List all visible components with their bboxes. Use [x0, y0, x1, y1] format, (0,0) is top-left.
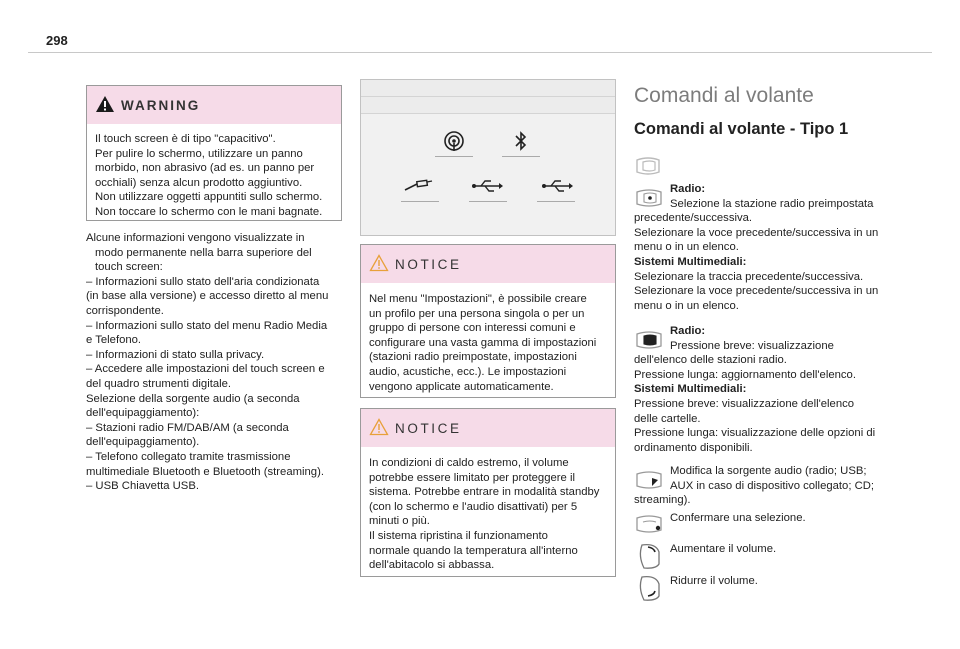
notice-title: NOTICE [395, 421, 462, 436]
notice-line: Il sistema ripristina il funzionamento [369, 529, 548, 542]
body-line: touch screen: [95, 261, 163, 274]
body-line: dell'equipaggiamento): [86, 407, 200, 420]
body-line: Selezione della sorgente audio (a seconda [86, 392, 300, 405]
notice-line: gruppo di persone con interessi comuni e [369, 322, 576, 335]
left-body-text [86, 231, 348, 494]
desc-line: Pressione lunga: visualizzazione delle opzioni di [634, 427, 876, 440]
body-line: – Informazioni sullo stato del menu Radio Media [86, 319, 328, 332]
desc-line: precedente/successiva. [634, 212, 753, 225]
control-desc-seek [634, 182, 896, 313]
body-line: modo permanente nella barra superiore del [95, 246, 312, 259]
control-desc-source [634, 464, 896, 508]
section-subtitle: Comandi al volante - Tipo 1 [634, 120, 849, 138]
broadcast-icon [443, 130, 465, 152]
desc-line: streaming). [634, 494, 691, 507]
page-number: 298 [46, 33, 68, 48]
warning-box [86, 85, 342, 221]
body-line: – Informazioni di stato sulla privacy. [86, 348, 265, 361]
body-line: Alcune informazioni vengono visualizzate in [86, 232, 305, 244]
desc-line: menu o in un elenco. [634, 241, 739, 254]
body-line: – Telefono collegato tramite trasmissione [86, 450, 291, 463]
notice-line: audio, acustiche, ecc.). Le impostazioni [369, 365, 567, 378]
icon-underline [401, 201, 439, 202]
notice-line: vengono applicate automaticamente. [369, 380, 554, 393]
control-desc-confirm [634, 511, 896, 526]
body-line: (in base alla versione) e accesso diretto al menu [86, 290, 329, 303]
notice-line: Nel menu "Impostazioni", è possibile creare [369, 293, 587, 305]
desc-line: ordinamento disponibili. [634, 441, 753, 454]
control-desc-volume-up [634, 542, 896, 557]
notice-box [360, 408, 616, 577]
notice-line: minuti o più. [369, 515, 430, 528]
notice-text [361, 447, 615, 579]
usb-icon [541, 178, 573, 194]
warning-line: Non toccare lo schermo con le mani bagnate. [95, 205, 323, 218]
section-title: Comandi al volante [634, 84, 814, 107]
body-line: – Informazioni sullo stato dell'aria condizionata [86, 275, 320, 288]
label-multimedia: Sistemi Multimediali: [634, 255, 747, 268]
body-line: del quadro strumenti digitale. [86, 377, 232, 390]
aux-cable-icon [403, 178, 433, 194]
body-line: – Accedere alle impostazioni del touch screen e [86, 363, 325, 376]
icon-underline [502, 156, 540, 157]
desc-line: Pressione breve: visualizzazione [670, 339, 834, 352]
warning-outline-icon [369, 254, 389, 272]
notice-line: sistema. Potrebbe entrare in modalità standby [369, 486, 600, 499]
desc-line: Selezionare la traccia precedente/successiva. [634, 270, 864, 283]
touchscreen-illustration [360, 79, 616, 236]
label-multimedia: Sistemi Multimediali: [634, 383, 747, 396]
screen-second-bar [361, 97, 615, 114]
body-line: multimediale Bluetooth e Bluetooth (streaming). [86, 465, 324, 478]
control-desc-volume-down [634, 574, 896, 589]
desc-line: Aumentare il volume. [670, 543, 777, 555]
warning-line: Per pulire lo schermo, utilizzare un panno [95, 147, 303, 160]
desc-line: Ridurre il volume. [670, 575, 758, 587]
warning-line: occhiali) senza alcun prodotto aggiuntivo. [95, 176, 303, 189]
notice-line: (con lo schermo e l'audio disattivati) per 5 [369, 500, 578, 513]
desc-line: Pressione breve: visualizzazione dell'elenco [634, 397, 855, 410]
notice-header [361, 409, 615, 447]
notice-line: (stazioni radio preimpostate, impostazioni [369, 351, 577, 364]
notice-line: configurare una vasta gamma di impostazioni [369, 336, 597, 349]
icon-underline [469, 201, 507, 202]
warning-line: morbido, non abrasivo (ad es. un panno per [95, 162, 315, 175]
warning-text [87, 124, 341, 226]
desc-line: Selezionare la voce precedente/successiva in un [634, 285, 879, 298]
notice-line: In condizioni di caldo estremo, il volume [369, 457, 569, 469]
desc-line: Selezionare la voce precedente/successiva in un [634, 226, 879, 239]
warning-line: Il touch screen è di tipo "capacitivo". [95, 133, 276, 145]
desc-line: dell'elenco delle stazioni radio. [634, 354, 787, 367]
body-line: dell'equipaggiamento). [86, 436, 200, 449]
notice-box [360, 244, 616, 398]
body-line: corrispondente. [86, 304, 164, 317]
notice-header [361, 245, 615, 283]
desc-line: menu o in un elenco. [634, 299, 739, 312]
warning-header [87, 86, 341, 124]
control-desc-list [634, 324, 896, 455]
notice-line: dell'abitacolo si abbassa. [369, 559, 495, 572]
notice-line: potrebbe essere limitato per proteggere il [369, 471, 575, 484]
desc-line: delle cartelle. [634, 412, 701, 425]
body-line: e Telefono. [86, 334, 142, 347]
notice-title: NOTICE [395, 257, 462, 272]
steering-control-group-icon [634, 156, 662, 176]
notice-line: normale quando la temperatura all'interno [369, 544, 578, 557]
warning-outline-icon [369, 418, 389, 436]
body-line: – USB Chiavetta USB. [86, 480, 200, 493]
icon-underline [537, 201, 575, 202]
desc-line: Pressione lunga: aggiornamento dell'elenco. [634, 368, 856, 381]
warning-title: WARNING [121, 98, 201, 113]
desc-line: Selezione la stazione radio preimpostata [670, 197, 874, 210]
screen-top-bar [361, 80, 615, 97]
usb-icon [471, 178, 503, 194]
icon-underline [435, 156, 473, 157]
body-line: – Stazioni radio FM/DAB/AM (a seconda [86, 421, 289, 434]
warning-line: Non utilizzare oggetti appuntiti sullo schermo. [95, 191, 323, 204]
notice-text [361, 283, 615, 400]
label-radio: Radio: [670, 325, 706, 337]
warning-icon [95, 95, 115, 113]
top-rule [28, 52, 932, 53]
bluetooth-icon [514, 130, 528, 152]
notice-line: un profilo per una persona singola o per un [369, 307, 585, 320]
desc-line: AUX in caso di dispositivo collegato; CD; [670, 479, 875, 492]
label-radio: Radio: [670, 183, 706, 195]
desc-line: Modifica la sorgente audio (radio; USB; [670, 465, 867, 477]
desc-line: Confermare una selezione. [670, 512, 806, 524]
